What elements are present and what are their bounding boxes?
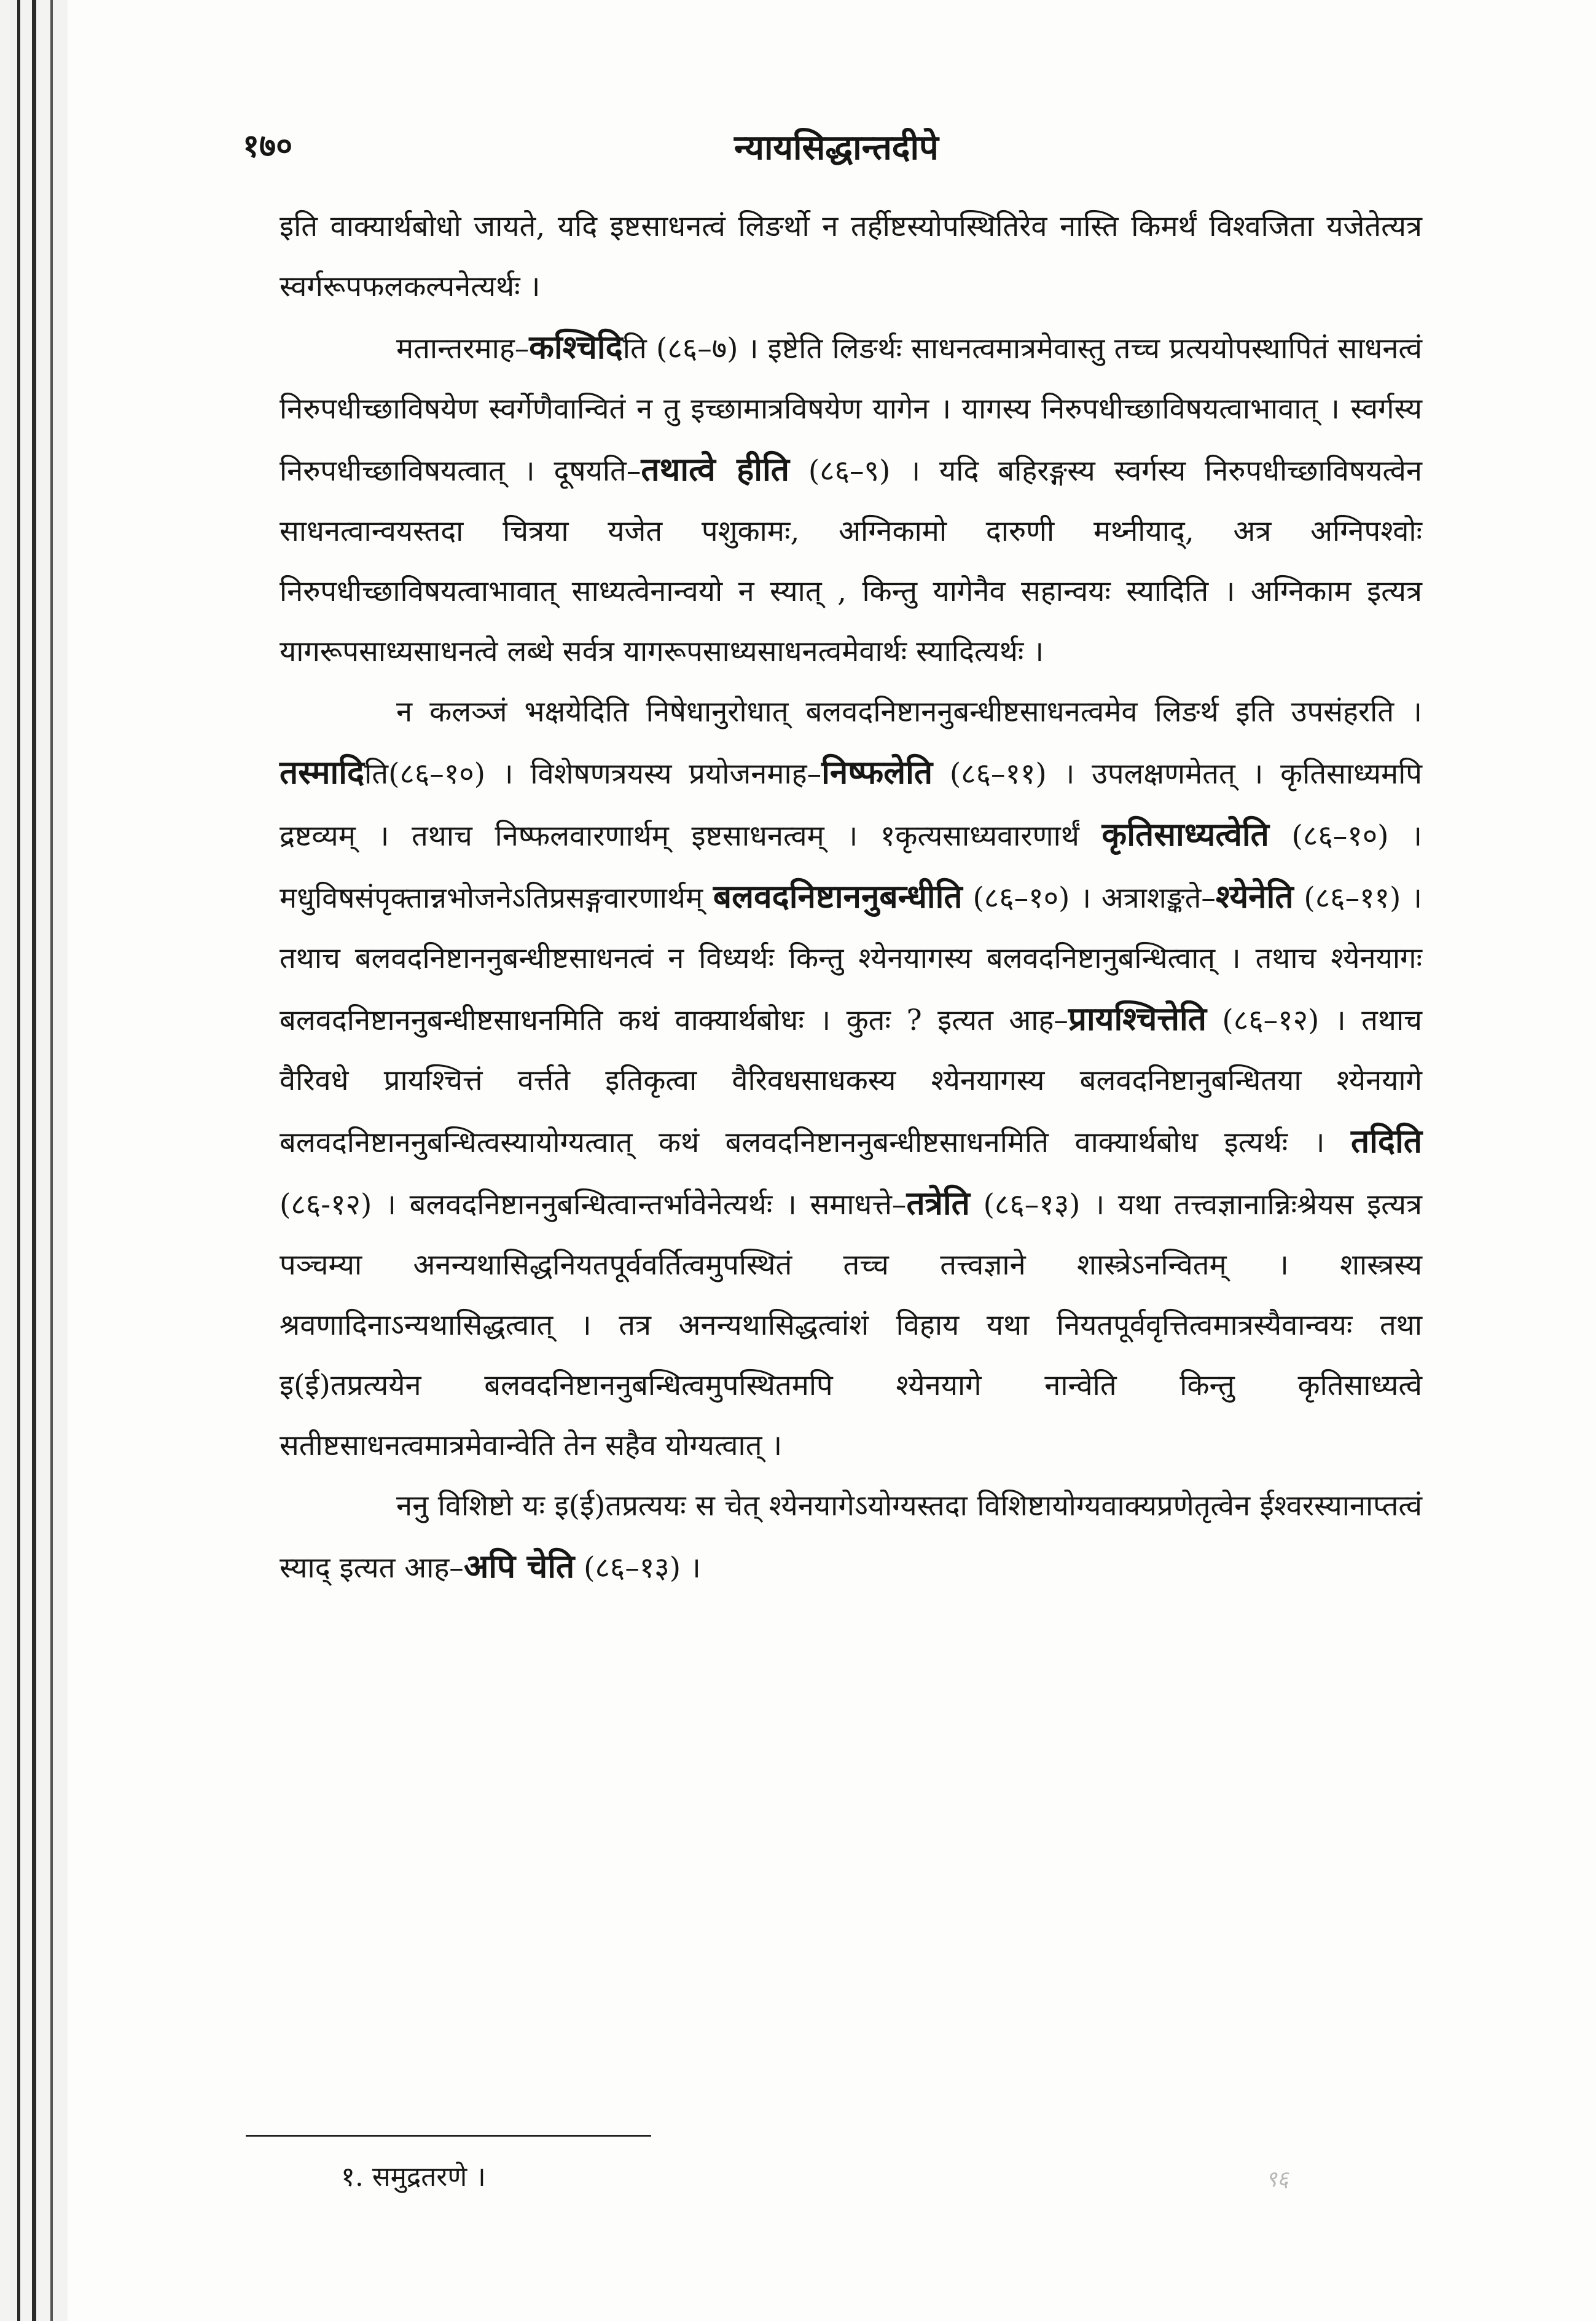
text-segment: (८६–१३) । यथा तत्त्वज्ञानान्निःश्रेयस इत्यत्र पञ्चम्या अनन्यथासिद्धनियतपूर्ववर्तित्वमुपस्थितं तच्च तत्त्वज्ञाने शास्त्रेऽनन्वितम् । शास्त्रस्य श्रवणादिनाऽन्यथासिद्धत्वात् । तत्र अनन्यथासिद्धत्वांशं विहाय यथा नियतपूर्ववृत्तित्वमात्रस्यैवान्वयः तथा इ(ई)तप्रत्ययेन बलवदनिष्टाननुबन्धित्वमुपस्थितमपि श्येनयागे नान्वेति किन्तु कृतिसाध्यत्वे सतीष्टसाधनत्वमात्रमेवान्वेति तेन सहैव योग्यत्वात् । [280,1188,1422,1463]
bold-pratika: कश्चिदि [529,328,623,366]
text-segment: (८६–१३) । [574,1551,701,1585]
text-segment: (८६-१२) । बलवदनिष्टाननुबन्धित्वान्तर्भावेनेत्यर्थः । समाधत्ते– [280,1188,907,1222]
page-header [243,123,1441,178]
bold-pratika: निष्फलेति [821,753,933,791]
text-segment: इति वाक्यार्थबोधो जायते, यदि इष्टसाधनत्वं लिङर्थो न तर्हीष्टस्योपस्थितिरेव नास्ति किमर्थं विश्वजिता यजेतेत्यत्र स्वर्गरूपफलकल्पनेत्यर्थः । [280,210,1422,304]
text-segment: (८६–११) । तथाच बलवदनिष्टाननुबन्धीष्टसाधनत्वं न विध्यर्थः किन्तु श्येनयागस्य बलवदनिष्टानुबन्धित्वात् । तथाच श्येनयागः बलवदनिष्टाननुबन्धीष्टसाधनमिति कथं वाक्यार्थबोधः । कुतः ? इत्यत आह– [280,881,1422,1037]
text-segment: (८६–१२) । तथाच वैरिवधे प्रायश्चित्तं वर्त्तते इतिकृत्वा वैरिवधसाधकस्य श्येनयागस्य बलवदनिष्टानुबन्धितया श्येनयागे बलवदनिष्टाननुबन्धित्वस्यायोग्यत्वात् कथं बलवदनिष्टाननुबन्धीष्टसाधनमिति वाक्यार्थबोध इत्यर्थः । [280,1003,1422,1160]
book-binding-edge [0,0,68,2321]
text-segment: (८६–१०) । मधुविषसंपृक्तान्नभोजनेऽतिप्रसङ्गवारणार्थम् [280,819,1422,915]
margin-mark: ९६ [1265,2167,1289,2192]
text-segment: न कलञ्जं भक्षयेदिति निषेधानुरोधात् बलवदनिष्टाननुबन्धीष्टसाधनत्वमेव लिङर्थ इति उपसंहरति । [396,695,1422,729]
binding-line [32,0,36,2321]
text-segment: (८६–११) । उपलक्षणमेतत् । कृतिसाध्यमपि द्रष्टव्यम् । तथाच निष्फलवारणार्थम् इष्टसाधनत्वम् । १कृत्यसाध्यवारणार्थं [280,757,1422,853]
text-segment: ननु विशिष्टो यः इ(ई)तप्रत्ययः स चेत् श्येनयागेऽयोग्यस्तदा विशिष्टायोग्यवाक्यप्रणेतृत्वेन ईश्वरस्यानाप्तत्वं स्याद् इत्यत आह– [280,1489,1422,1585]
body-text [280,197,1422,1598]
footnote: १. समुद्रतरणे । [341,2161,486,2193]
bold-pratika: कृतिसाध्यत्वेति [1101,815,1269,854]
paragraph [280,1476,1422,1598]
bold-pratika: श्येनेति [1215,878,1294,916]
binding-line [17,0,20,2321]
text-segment: ति (८६–७) । इष्टेति लिङर्थः साधनत्वमात्रमेवास्तु तच्च प्रत्ययोपस्थापितं साधनत्वं निरुपधीच्छाविषयेण स्वर्गेणैवान्वितं न तु इच्छामात्रविषयेण यागेन । यागस्य निरुपधीच्छाविषयत्वाभावात् । स्वर्गस्य निरुपधीच्छाविषयत्वात् । दूषयति– [280,332,1422,488]
bold-pratika: प्रायश्चित्तेति [1068,1000,1207,1038]
text-segment: मतान्तरमाह– [396,332,530,366]
bold-pratika: अपि चेति [463,1547,575,1585]
bold-pratika: बलवदनिष्टाननुबन्धीति [713,878,963,916]
page-number: १७० [243,127,293,165]
text-segment: ति(८६–१०) । विशेषणत्रयस्य प्रयोजनमाह– [364,757,822,791]
bold-pratika: तस्मादि [280,753,365,791]
bold-pratika: तदिति [1350,1122,1422,1160]
bold-pratika: तत्रेति [906,1184,970,1222]
bold-pratika: तथात्वे हीति [641,450,789,489]
running-title: न्यायसिद्धान्तदीपे [734,127,939,168]
footnote-rule [246,2135,651,2137]
text-segment: (८६–९) । यदि बहिरङ्गस्य स्वर्गस्य निरुपधीच्छाविषयत्वेन साधनत्वान्वयस्तदा चित्रया यजेत पशुकामः, अग्निकामो दारुणी मथ्नीयाद्, अत्र अग्निपश्वोः निरुपधीच्छाविषयत्वाभावात् साध्यत्वेनान्वयो न स्यात् , किन्तु यागेनैव सहान्वयः स्यादिति । अग्निकाम इत्यत्र यागरूपसाध्यसाधनत्वे लब्धे सर्वत्र यागरूपसाध्यसाधनत्वमेवार्थः स्यादित्यर्थः । [280,454,1422,669]
text-segment: (८६–१०) । अत्राशङ्कते– [962,881,1216,915]
paragraph [280,317,1422,682]
paragraph [280,197,1422,317]
paragraph [280,682,1422,1476]
binding-line [50,0,53,2321]
